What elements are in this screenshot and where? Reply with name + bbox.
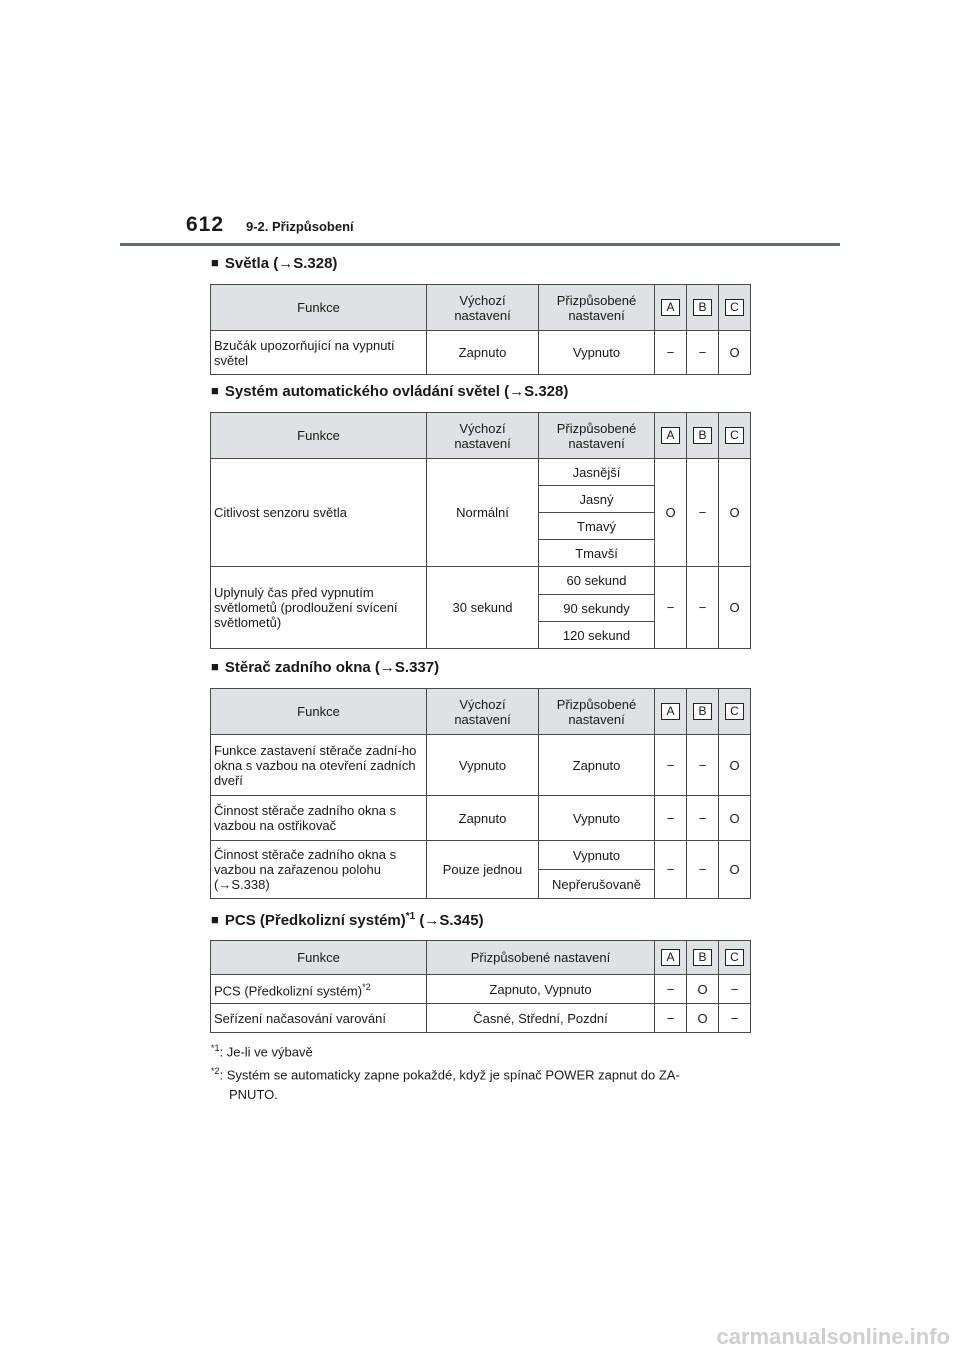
section-title: Světla ( <box>224 255 279 272</box>
col-header-funkce: Funkce <box>211 941 427 975</box>
arrow-icon: → <box>218 877 232 892</box>
table-row <box>211 975 751 1004</box>
cell-c: − <box>719 1004 751 1033</box>
cell-b: − <box>687 735 719 796</box>
table-header-row <box>211 285 751 331</box>
cell-a: − <box>655 735 687 796</box>
page-reference[interactable]: S.337) <box>394 659 440 676</box>
cell-funkce: Uplynulý čas před vypnutím světlometů (prodloužení svícení světlometů) <box>211 567 427 649</box>
cell-prizpusobene: Vypnuto <box>539 331 655 375</box>
page-reference[interactable]: S.328) <box>293 255 338 272</box>
cell-vychozi: Normální <box>427 459 539 567</box>
footnote-text-continuation: PNUTO. <box>229 1087 278 1103</box>
col-header-vychozi: Výchozí nastavení <box>427 689 539 735</box>
cell-b: O <box>687 1004 719 1033</box>
table-header-row <box>211 413 751 459</box>
cell-vychozi: Pouze jednou <box>427 841 539 899</box>
table-rear-wiper <box>210 688 751 899</box>
cell-vychozi: 30 sekund <box>427 567 539 649</box>
cell-b: O <box>687 975 719 1004</box>
cell-funkce: Bzučák upozorňující na vypnutí světel <box>211 331 427 375</box>
square-bullet-icon: ■ <box>211 912 219 927</box>
cell-prizpusobene: Vypnuto <box>539 796 655 841</box>
square-bullet-icon: ■ <box>211 255 219 270</box>
section-heading-auto-lights <box>211 383 568 400</box>
footnote-text: : Je-li ve výbavě <box>219 1044 313 1060</box>
chapter-title: 9-2. Přizpůsobení <box>246 219 354 234</box>
col-header-funkce: Funkce <box>211 285 427 331</box>
col-header-b: B <box>687 413 719 459</box>
section-title: Stěrač zadního okna ( <box>224 659 380 676</box>
cell-c: O <box>719 459 751 567</box>
table-pcs <box>210 940 751 1033</box>
cell-a: − <box>655 567 687 649</box>
cell-vychozi: Zapnuto <box>427 331 539 375</box>
footnote-marker: *2 <box>211 1066 220 1076</box>
footnote-1 <box>211 1038 313 1062</box>
arrow-icon: → <box>509 383 525 400</box>
cell-a: − <box>655 331 687 375</box>
cell-a: − <box>655 841 687 899</box>
col-header-funkce: Funkce <box>211 689 427 735</box>
table-row <box>211 459 751 486</box>
cell-a: − <box>655 1004 687 1033</box>
table-row <box>211 735 751 796</box>
col-header-prizpusobene: Přizpůsobené nastavení <box>539 285 655 331</box>
cell-c: O <box>719 841 751 899</box>
section-heading-lights <box>211 255 337 272</box>
col-header-funkce: Funkce <box>211 413 427 459</box>
cell-prizpusobene: Zapnuto, Vypnuto <box>427 975 655 1004</box>
table-header-row <box>211 941 751 975</box>
table-row <box>211 567 751 595</box>
cell-option: Nepřerušovaně <box>539 870 655 899</box>
cell-vychozi: Zapnuto <box>427 796 539 841</box>
col-header-b: B <box>687 941 719 975</box>
footnote-text: : Systém se automaticky zapne pokaždé, když je spínač POWER zapnut do ZA- <box>219 1067 680 1083</box>
cell-prizpusobene: Zapnuto <box>539 735 655 796</box>
arrow-icon: → <box>278 255 294 272</box>
footnote-marker: *1 <box>405 911 416 922</box>
col-header-prizpusobene: Přizpůsobené nastavení <box>539 689 655 735</box>
col-header-b: B <box>687 689 719 735</box>
cell-b: − <box>687 841 719 899</box>
cell-c: O <box>719 331 751 375</box>
cell-b: − <box>687 567 719 649</box>
cell-funkce: Činnost stěrače zadního okna s vazbou na zařazenou polohu (→S.338) <box>211 841 427 899</box>
square-bullet-icon: ■ <box>211 383 219 398</box>
table-row <box>211 841 751 870</box>
section-heading-rear-wiper <box>211 659 439 676</box>
cell-a: − <box>655 975 687 1004</box>
table-lights <box>210 284 751 375</box>
col-header-b: B <box>687 285 719 331</box>
cell-funkce: Seřízení načasování varování <box>211 1004 427 1033</box>
cell-c: O <box>719 796 751 841</box>
page-reference[interactable]: S.345) <box>439 912 484 929</box>
cell-funkce: PCS (Předkolizní systém)$^{*2}$ <box>211 975 427 1004</box>
section-title: Systém automatického ovládání světel ( <box>224 383 510 400</box>
cell-option: Jasný <box>539 486 655 513</box>
col-header-prizpusobene: Přizpůsobené nastavení <box>427 941 655 975</box>
col-header-c: C <box>719 941 751 975</box>
cell-option: Jasnější <box>539 459 655 486</box>
col-header-c: C <box>719 689 751 735</box>
cell-option: Tmavší <box>539 540 655 567</box>
cell-a: O <box>655 459 687 567</box>
section-heading-pcs: ■ PCS (Předkolizní systém)$^{*1}$ (→S.345) <box>211 911 484 929</box>
footnote-2 <box>211 1061 751 1105</box>
table-row <box>211 796 751 841</box>
cell-c: O <box>719 735 751 796</box>
cell-a: − <box>655 796 687 841</box>
col-header-vychozi: Výchozí nastavení <box>427 413 539 459</box>
cell-b: − <box>687 331 719 375</box>
cell-b: − <box>687 459 719 567</box>
footnote-marker: *1 <box>211 1043 220 1053</box>
cell-option: Vypnuto <box>539 841 655 870</box>
col-header-prizpusobene: Přizpůsobené nastavení <box>539 413 655 459</box>
col-header-a: A <box>655 689 687 735</box>
header-rule <box>120 243 840 246</box>
cell-c: − <box>719 975 751 1004</box>
col-header-c: C <box>719 413 751 459</box>
col-header-c: C <box>719 285 751 331</box>
col-header-a: A <box>655 941 687 975</box>
col-header-a: A <box>655 285 687 331</box>
cell-vychozi: Vypnuto <box>427 735 539 796</box>
cell-funkce: Funkce zastavení stěrače zadní-ho okna s vazbou na otevření zadních dveří <box>211 735 427 796</box>
arrow-icon: → <box>379 659 395 676</box>
cell-option: 120 sekund <box>539 622 655 649</box>
cell-funkce: Činnost stěrače zadního okna s vazbou na ostřikovač <box>211 796 427 841</box>
footnote-marker: *2 <box>362 981 371 992</box>
cell-b: − <box>687 796 719 841</box>
cell-funkce: Citlivost senzoru světla <box>211 459 427 567</box>
page-reference[interactable]: S.338) <box>231 877 270 892</box>
square-bullet-icon: ■ <box>211 659 219 674</box>
page-number: 612 <box>186 213 225 236</box>
col-header-a: A <box>655 413 687 459</box>
watermark: carmanualsonline.info <box>716 1324 950 1349</box>
section-title: PCS (Předkolizní systém) <box>224 912 406 929</box>
col-header-vychozi: Výchozí nastavení <box>427 285 539 331</box>
table-header-row <box>211 689 751 735</box>
table-auto-lights <box>210 412 751 649</box>
cell-option: 90 sekundy <box>539 595 655 622</box>
cell-prizpusobene: Časné, Střední, Pozdní <box>427 1004 655 1033</box>
cell-c: O <box>719 567 751 649</box>
table-row <box>211 1004 751 1033</box>
arrow-icon: → <box>424 912 440 929</box>
page-reference[interactable]: S.328) <box>524 383 569 400</box>
cell-option: Tmavý <box>539 513 655 540</box>
cell-option: 60 sekund <box>539 567 655 595</box>
table-row <box>211 331 751 375</box>
